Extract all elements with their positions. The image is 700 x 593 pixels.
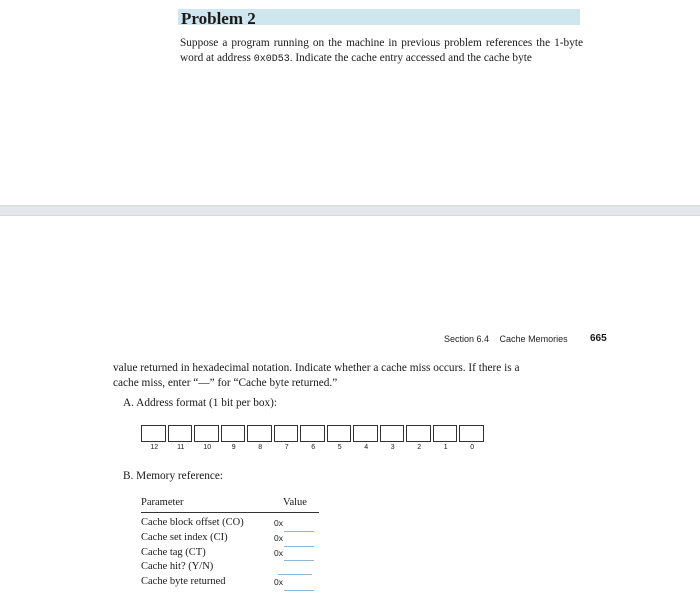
bit-box-10[interactable] — [194, 425, 219, 442]
row-value-field[interactable] — [271, 546, 319, 561]
value-prefix: 0x — [274, 577, 283, 588]
answer-blank[interactable] — [278, 565, 312, 575]
page-divider — [0, 205, 700, 216]
bit-label: 12 — [150, 444, 159, 451]
bit-label: 4 — [364, 444, 369, 451]
address-bit-labels — [141, 444, 486, 451]
bit-label: 3 — [390, 444, 395, 451]
bit-label: 1 — [443, 444, 448, 451]
header-value: Value — [283, 497, 307, 508]
header-parameter: Parameter — [141, 497, 184, 508]
section-number: Section 6.4 — [444, 334, 490, 344]
continuation-text: value returned in hexadecimal notation. Indicate whether a cache miss occurs. If there is a cache miss, enter “—” for “Cache byte returned.” — [113, 362, 520, 389]
bit-label: 5 — [337, 444, 342, 451]
row-value-field[interactable] — [271, 560, 319, 575]
page-top-panel — [0, 0, 700, 205]
page-number: 665 — [590, 333, 607, 344]
problem-heading: Problem 2 — [181, 9, 256, 28]
table-header — [141, 496, 319, 513]
section-title: Cache Memories — [499, 334, 568, 344]
bit-box-8[interactable] — [247, 425, 272, 442]
bit-label: 9 — [231, 444, 236, 451]
bit-label: 8 — [258, 444, 263, 451]
row-parameter: Cache byte returned — [141, 576, 226, 588]
value-prefix: 0x — [274, 518, 283, 528]
running-head — [444, 334, 568, 344]
bit-box-6[interactable] — [300, 425, 325, 442]
bit-box-4[interactable] — [353, 425, 378, 442]
value-prefix: 0x — [274, 547, 283, 558]
bit-box-2[interactable] — [406, 425, 431, 442]
part-a-label: A. Address format (1 bit per box): — [123, 397, 278, 409]
address-bit-boxes — [141, 425, 484, 442]
memory-reference-table — [141, 496, 319, 590]
bit-label: 0 — [470, 444, 475, 451]
bit-box-7[interactable] — [274, 425, 299, 442]
table-row — [141, 516, 319, 531]
bit-label: 6 — [311, 444, 316, 451]
row-value-field[interactable] — [271, 575, 319, 590]
bit-label: 7 — [284, 444, 289, 451]
problem-text-start: Suppose a program running on the machine in previous problem references the 1-byte word at address — [180, 37, 583, 64]
row-parameter: Cache tag (CT) — [141, 546, 206, 558]
value-prefix: 0x — [274, 532, 283, 543]
bit-box-12[interactable] — [141, 425, 166, 442]
table-row — [141, 575, 319, 590]
answer-blank[interactable] — [284, 581, 314, 591]
bit-box-1[interactable] — [433, 425, 458, 442]
bit-label: 11 — [177, 444, 185, 451]
bit-box-11[interactable] — [168, 425, 193, 442]
bit-box-3[interactable] — [380, 425, 405, 442]
row-parameter: Cache block offset (CO) — [141, 517, 244, 528]
table-row — [141, 546, 319, 561]
row-parameter: Cache set index (CI) — [141, 531, 228, 543]
bit-box-9[interactable] — [221, 425, 246, 442]
bit-label: 2 — [417, 444, 422, 451]
bit-box-5[interactable] — [327, 425, 352, 442]
problem-text-end: . Indicate the cache entry accessed and the cache byte — [289, 51, 532, 64]
row-value-field[interactable] — [271, 516, 319, 531]
part-b-label: B. Memory reference: — [123, 470, 224, 482]
bit-box-0[interactable] — [459, 425, 484, 442]
bit-label: 10 — [203, 444, 212, 451]
table-row — [141, 531, 319, 546]
row-value-field[interactable] — [271, 531, 319, 546]
table-row — [141, 560, 319, 575]
problem-statement — [180, 36, 583, 67]
problem-address: 0x0D53 — [253, 53, 290, 65]
row-parameter: Cache hit? (Y/N) — [141, 561, 214, 573]
